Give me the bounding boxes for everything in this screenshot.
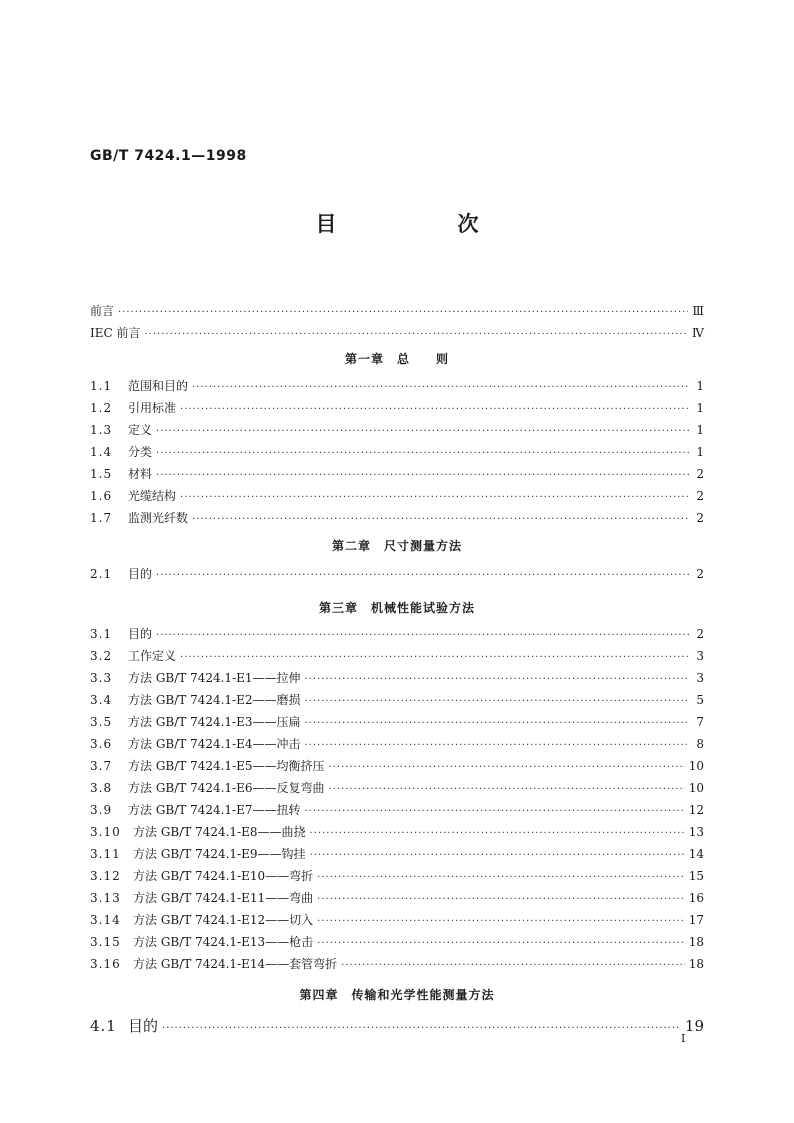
- toc-entry-label: 方法 GB/T 7424.1-E7——扭转: [128, 803, 301, 817]
- toc-entry-label: 目的: [128, 1017, 159, 1035]
- toc-entry-label: 范围和目的: [128, 379, 189, 393]
- toc-entry-label: 监测光纤数: [128, 511, 189, 525]
- toc-entry-page: 19: [684, 1017, 704, 1035]
- toc-entry-page: 2: [696, 467, 704, 481]
- toc-entry-label: 目的: [128, 627, 153, 641]
- toc-entry-iec-foreword[interactable]: [90, 326, 704, 342]
- toc-entry[interactable]: [90, 693, 704, 709]
- toc-entry-number: 1.4: [90, 445, 113, 459]
- toc-entry-page: 15: [688, 869, 704, 883]
- dot-leader: [118, 305, 688, 320]
- toc-entry-number: 1.3: [90, 423, 113, 437]
- toc-entry[interactable]: [90, 803, 704, 819]
- dot-leader: [310, 826, 685, 841]
- toc-entry-label: 方法 GB/T 7424.1-E10——弯折: [133, 869, 314, 883]
- toc-entry[interactable]: [90, 423, 704, 439]
- toc-entry[interactable]: [90, 781, 704, 797]
- toc-entry-number: 1.1: [90, 379, 113, 393]
- dot-leader: [162, 1020, 681, 1038]
- toc-entry-label: 方法 GB/T 7424.1-E11——弯曲: [133, 891, 314, 905]
- toc-entry-page: 3: [696, 649, 704, 663]
- toc-entry-page: 10: [688, 759, 704, 773]
- toc-entry-label: 前言: [90, 304, 115, 318]
- toc-entry-page: 8: [696, 737, 704, 751]
- dot-leader: [156, 446, 690, 461]
- dot-leader: [192, 512, 690, 527]
- toc-entry-number: 3.11: [90, 847, 121, 861]
- dot-leader: [192, 380, 690, 395]
- toc-entry-number: 3.7: [90, 759, 113, 773]
- chapter-heading: 第三章 机械性能试验方法: [318, 601, 475, 615]
- dot-leader: [305, 672, 690, 687]
- toc-entry-number: 1.2: [90, 401, 113, 415]
- toc-entry-number: 2.1: [90, 567, 113, 581]
- toc-entry[interactable]: [90, 715, 704, 731]
- toc-entry-page: 2: [696, 511, 704, 525]
- toc-entry-label: 方法 GB/T 7424.1-E12——切入: [133, 913, 314, 927]
- toc-entry-label: 材料: [128, 467, 153, 481]
- toc-entry-number: 3.15: [90, 935, 121, 949]
- dot-leader: [180, 650, 690, 665]
- toc-entry[interactable]: [90, 869, 704, 885]
- dot-leader: [156, 468, 690, 483]
- toc-entry-page: 1: [696, 423, 704, 437]
- toc-entry-label: 方法 GB/T 7424.1-E2——磨损: [128, 693, 301, 707]
- toc-entry-label: 分类: [128, 445, 153, 459]
- toc-entry-label: 引用标准: [128, 401, 177, 415]
- toc-entry-number: 3.16: [90, 957, 121, 971]
- dot-leader: [305, 804, 685, 819]
- dot-leader: [310, 848, 685, 863]
- toc-entry[interactable]: [90, 379, 704, 395]
- standard-code: GB/T 7424.1—1998: [90, 148, 247, 164]
- toc-entry[interactable]: [90, 445, 704, 461]
- toc-entry-page: 16: [688, 891, 704, 905]
- dot-leader: [305, 738, 690, 753]
- chapter-heading: 第一章 总 则: [344, 352, 449, 366]
- dot-leader: [156, 424, 690, 439]
- dot-leader: [305, 694, 690, 709]
- toc-entry[interactable]: [90, 957, 704, 973]
- toc-entry[interactable]: [90, 649, 704, 665]
- toc-entry-label: 方法 GB/T 7424.1-E1——拉伸: [128, 671, 301, 685]
- dot-leader: [156, 568, 690, 583]
- dot-leader: [156, 628, 690, 643]
- toc-entry-number: 1.5: [90, 467, 113, 481]
- toc-entry-number: 3.3: [90, 671, 113, 685]
- dot-leader: [329, 782, 685, 797]
- toc-entry-number: 3.6: [90, 737, 113, 751]
- toc-entry-label: IEC 前言: [90, 326, 141, 340]
- toc-entry-number: 1.7: [90, 511, 113, 525]
- toc-entry[interactable]: [90, 759, 704, 775]
- dot-leader: [341, 958, 685, 973]
- toc-entry[interactable]: [90, 489, 704, 505]
- toc-entry-page: 13: [688, 825, 704, 839]
- toc-entry[interactable]: [90, 1017, 704, 1038]
- toc-entry-number: 3.13: [90, 891, 121, 905]
- toc-entry-page: Ⅲ: [692, 304, 704, 318]
- toc-entry[interactable]: [90, 671, 704, 687]
- toc-entry-number: 3.1: [90, 627, 113, 641]
- toc-entry-label: 方法 GB/T 7424.1-E4——冲击: [128, 737, 301, 751]
- dot-leader: [180, 402, 690, 417]
- toc-entry-page: Ⅳ: [692, 326, 704, 340]
- table-of-contents: [90, 304, 704, 1038]
- toc-entry-page: 5: [696, 693, 704, 707]
- toc-entry-page: 7: [696, 715, 704, 729]
- dot-leader: [329, 760, 685, 775]
- dot-leader: [317, 936, 685, 951]
- page-number: I: [681, 1032, 686, 1045]
- toc-entry-page: 3: [696, 671, 704, 685]
- toc-entry-page: 2: [696, 627, 704, 641]
- toc-entry-number: 3.5: [90, 715, 113, 729]
- dot-leader: [317, 870, 685, 885]
- toc-entry-label: 方法 GB/T 7424.1-E9——钩挂: [133, 847, 306, 861]
- dot-leader: [317, 914, 685, 929]
- toc-entry-foreword[interactable]: [90, 304, 704, 320]
- toc-entry-number: 3.2: [90, 649, 113, 663]
- page-title: 目 次: [315, 212, 529, 236]
- toc-entry-label: 方法 GB/T 7424.1-E8——曲挠: [133, 825, 306, 839]
- toc-entry[interactable]: [90, 627, 704, 643]
- toc-entry-label: 光缆结构: [128, 489, 177, 503]
- toc-entry-page: 1: [696, 379, 704, 393]
- toc-entry-page: 14: [688, 847, 704, 861]
- toc-entry-page: 10: [688, 781, 704, 795]
- toc-entry-page: 1: [696, 445, 704, 459]
- toc-entry[interactable]: [90, 401, 704, 417]
- toc-entry-label: 方法 GB/T 7424.1-E5——均衡挤压: [128, 759, 325, 773]
- toc-entry-number: 3.8: [90, 781, 113, 795]
- toc-entry-number: 3.14: [90, 913, 121, 927]
- toc-entry-page: 2: [696, 489, 704, 503]
- toc-entry[interactable]: [90, 935, 704, 951]
- toc-entry-number: 3.4: [90, 693, 113, 707]
- toc-entry-number: 1.6: [90, 489, 113, 503]
- toc-entry-number: 3.12: [90, 869, 121, 883]
- toc-entry[interactable]: [90, 467, 704, 483]
- dot-leader: [145, 327, 689, 342]
- toc-entry[interactable]: [90, 891, 704, 907]
- toc-entry-number: 3.9: [90, 803, 113, 817]
- toc-entry-label: 定义: [128, 423, 153, 437]
- toc-entry[interactable]: [90, 825, 704, 841]
- toc-entry-label: 方法 GB/T 7424.1-E3——压扁: [128, 715, 301, 729]
- toc-entry-label: 方法 GB/T 7424.1-E6——反复弯曲: [128, 781, 325, 795]
- toc-entry-page: 2: [696, 567, 704, 581]
- toc-entry[interactable]: [90, 737, 704, 753]
- dot-leader: [305, 716, 690, 731]
- dot-leader: [180, 490, 690, 505]
- toc-entry-page: 1: [696, 401, 704, 415]
- toc-entry-page: 18: [688, 935, 704, 949]
- toc-entry-label: 方法 GB/T 7424.1-E14——套管弯折: [133, 957, 338, 971]
- dot-leader: [317, 892, 685, 907]
- toc-entry-label: 方法 GB/T 7424.1-E13——枪击: [133, 935, 314, 949]
- toc-entry-label: 目的: [128, 567, 153, 581]
- toc-entry[interactable]: [90, 511, 704, 527]
- toc-entry-page: 18: [688, 957, 704, 971]
- toc-entry-number: 3.10: [90, 825, 121, 839]
- chapter-heading: 第四章 传输和光学性能测量方法: [299, 988, 495, 1002]
- toc-entry[interactable]: [90, 913, 704, 929]
- toc-entry[interactable]: [90, 567, 704, 583]
- toc-entry[interactable]: [90, 847, 704, 863]
- toc-entry-page: 17: [688, 913, 704, 927]
- toc-entry-label: 工作定义: [128, 649, 177, 663]
- toc-entry-number: 4.1: [90, 1017, 117, 1035]
- toc-entry-page: 12: [688, 803, 704, 817]
- chapter-heading: 第二章 尺寸测量方法: [331, 539, 462, 553]
